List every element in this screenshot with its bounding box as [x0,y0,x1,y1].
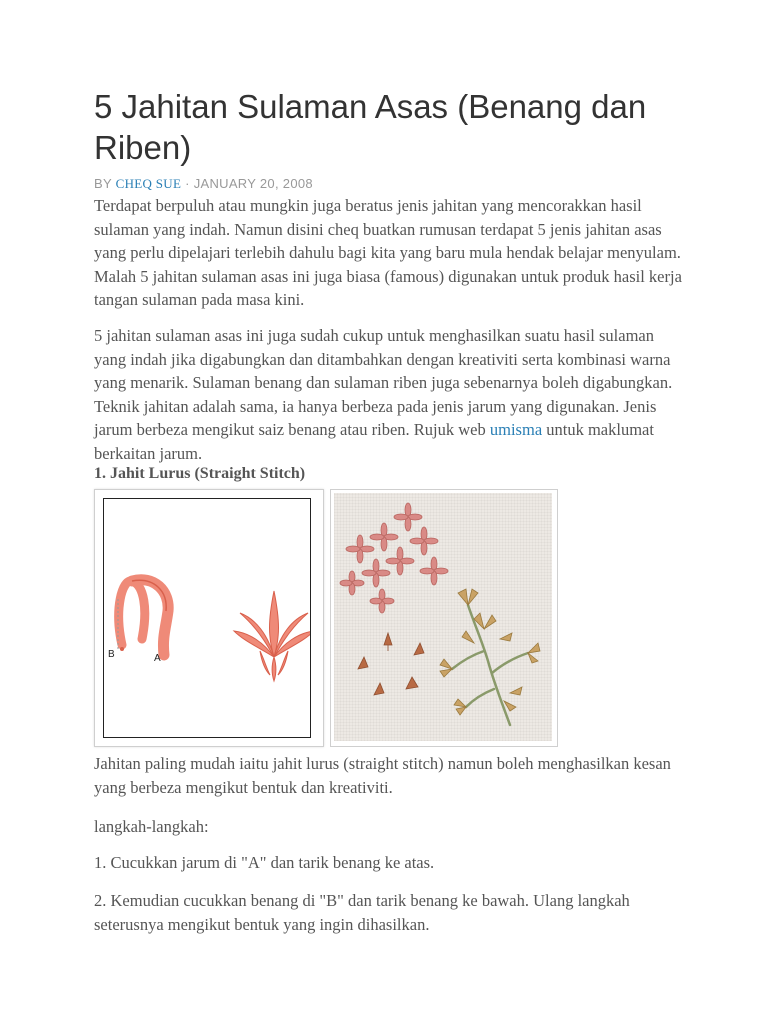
intro-paragraph: Terdapat berpuluh atau mungkin juga beratus jenis jahitan yang mencorakkan hasil sulaman yang indah. Namun disini cheq buatkan rumusan terdapat 5 jenis jahitan asas yang perlu dipelajari terlebih dahulu bagi kita yang baru mula hendak belajar menyulam. Malah 5 jahitan sulaman asas ini juga biasa (famous) digunakan untuk produk hasil kerja tangan sulaman pada masa kini. [94,196,682,309]
author-link[interactable]: CHEQ SUE [115,176,182,191]
link-prefix: Rujuk web [413,420,490,439]
diagram-frame [103,498,311,738]
straight-stitch-diagram [94,489,324,747]
straight-stitch-description: Jahitan paling mudah iaitu jahit lurus (straight stitch) namun boleh menghasilkan kesan yang berbeza mengikut bentuk dan kreativiti. [94,754,671,797]
steps-label: langkah-langkah: [94,817,209,836]
umisma-link[interactable]: umisma [489,420,543,439]
ribbon-loop-icon [118,580,168,655]
byline-prefix: BY [94,176,116,191]
post-date: JANUARY 20, 2008 [193,176,313,191]
label-b: B [108,649,115,660]
embroidered-flowers-illustration [334,493,552,741]
article-title: 5 Jahitan Sulaman Asas (Benang dan Riben) [94,88,647,166]
embroidery-photo [330,489,558,747]
link-suffix: untuk maklumat berkaitan jarum. [94,420,654,463]
step-2: 2. Kemudian cucukkan benang di "B" dan tarik benang ke bawah. Ulang langkah seterusnya mengikut bentuk yang ingin dihasilkan. [94,891,630,934]
second-paragraph-text: 5 jahitan sulaman asas ini juga sudah cukup untuk menghasilkan suatu hasil sulaman yang indah jika digabungkan dan ditambahkan dengan kreativiti serta kombinasi warna yang menarik. Sulaman benang dan sulaman riben juga sebenarnya boleh digabungkan. Teknik jahitan adalah sama, ia hanya berbeza pada jenis jarum yang digunakan. Jenis jarum berbeza mengikut saiz benang atau riben. [94,326,673,439]
brown-bud-stitches-icon [358,633,424,695]
pink-flower-cluster-icon [340,503,448,613]
gold-flower-stitches-icon [440,589,540,715]
step-1: 1. Cucukkan jarum di "A" dan tarik benang ke atas. [94,853,435,872]
byline-separator: · [181,176,194,191]
label-a: A [154,653,161,664]
byline [94,176,313,192]
ribbon-diagram-illustration [104,499,310,737]
section-heading-straight-stitch: 1. Jahit Lurus (Straight Stitch) [94,465,306,482]
linen-background [334,493,552,741]
second-paragraph [94,324,684,465]
leaf-fan-icon [234,591,310,681]
